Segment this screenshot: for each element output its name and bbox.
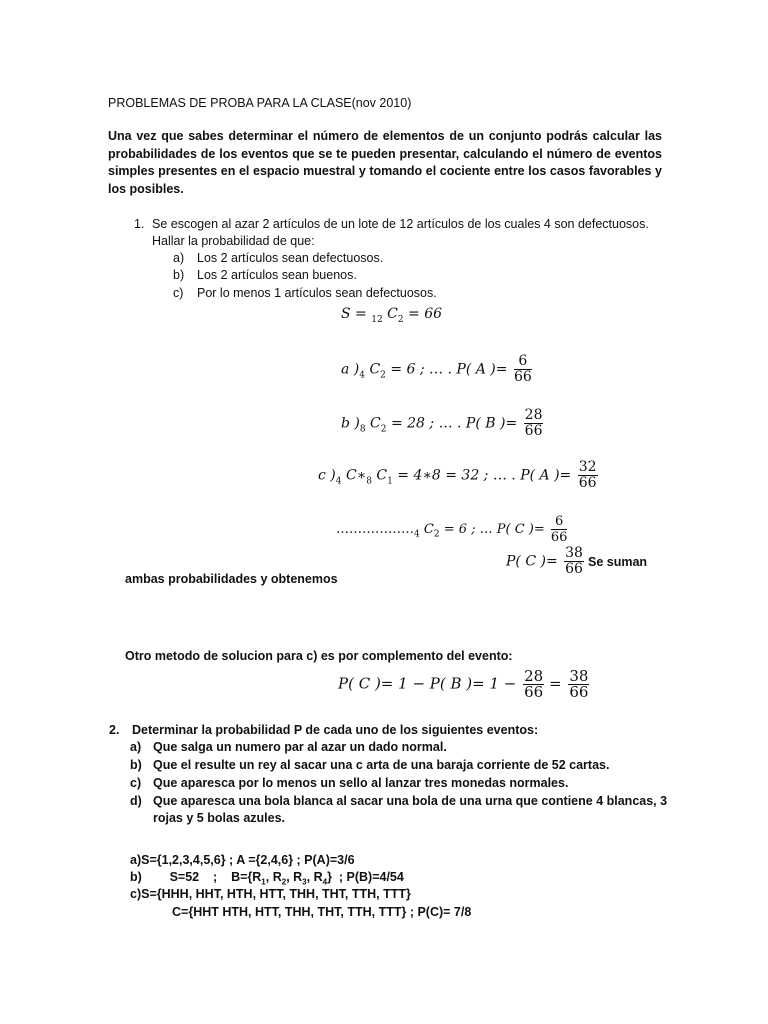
problem-1-statement-line2: Hallar la probabilidad de que: xyxy=(152,234,315,248)
equation-complement: P( C )= 1 − P( B )= 1 − $\frac{28}{66}$ = $\frac{38}{66}$ xyxy=(338,667,589,701)
problem-2-statement: Determinar la probabilidad P de cada uno de los siguientes eventos: xyxy=(132,723,539,737)
equation-sample-space: S = $_{12}$ $C_2 = 66$ xyxy=(341,306,443,325)
problem-2-item-d-text: Que aparesca una bola blanca al sacar una bola de una urna que contiene 4 blancas, 3 xyxy=(153,794,668,808)
problem-2-item-d-letter: d) xyxy=(130,794,142,808)
problem-1-number: 1. xyxy=(134,217,145,231)
problem-1-item-c-text: Por lo menos 1 artículos sean defectuosos. xyxy=(197,286,437,300)
problem-2-item-c-text: Que aparesca por lo menos un sello al lanzar tres monedas normales. xyxy=(153,776,569,790)
intro-paragraph: Una vez que sabes determinar el número de elementos de un conjunto podrás calcular las probabilidades de los eventos que se te pueden presentar, calculando el número de eventos simples presentes en el espacio muestral y tomando el cociente entre los casos favorables y los posibles. xyxy=(108,129,662,196)
problem-1-item-b-letter: b) xyxy=(173,268,185,282)
problem-1-item-a-text: Los 2 artículos sean defectuosos. xyxy=(197,251,384,265)
solution-c2: C={HHT HTH, HTT, THH, THT, TTH, TTT} ; P(C)= 7/8 xyxy=(172,905,472,919)
equation-b: b )$_8$ $C_2 = 28$ ; … . P( B )= $\frac{28}{66}$ xyxy=(341,407,543,439)
problem-2-item-d-continuation: rojas y 5 bolas azules. xyxy=(153,811,286,825)
problem-2-item-c-letter: c) xyxy=(130,776,142,790)
problem-1-item-a-letter: a) xyxy=(173,251,185,265)
equation-c: c )$_4$ $C∗_8$ $C_1$ = 4∗8 = 32 ; … . P( A )= $\frac{32}{66}$ xyxy=(318,459,597,491)
problem-1-item-b-text: Los 2 artículos sean buenos. xyxy=(197,268,357,282)
otro-metodo-text: Otro metodo de solucion para c) es por complemento del evento: xyxy=(125,649,513,663)
equation-d: $\dots\dots\dots\dots\dots\dots_4$ $C_2 = 6$ ; … P( C )= $\frac{6}{66}$ xyxy=(336,514,568,545)
problem-2-item-b-text: Que el resulte un rey al sacar una c arta de una baraja corriente de 52 cartas. xyxy=(153,758,610,772)
solution-a: a)S={1,2,3,4,5,6} ; A ={2,4,6} ; P(A)=3/6 xyxy=(130,853,355,867)
problem-2-item-a-letter: a) xyxy=(130,740,142,754)
se-suman-text: Se suman xyxy=(588,555,648,569)
equation-a: a )$_4$ $C_2 = 6$ ; … . P( A )= $\frac{6}{66}$ xyxy=(341,353,532,385)
page-title: PROBLEMAS DE PROBA PARA LA CLASE(nov 2010) xyxy=(108,96,412,110)
problem-2-item-a-text: Que salga un numero par al azar un dado normal. xyxy=(153,740,447,754)
problem-1-item-c-letter: c) xyxy=(173,286,184,300)
solution-c1: c)S={HHH, HHT, HTH, HTT, THH, THT, TTH, TTT} xyxy=(130,887,411,901)
equation-pc: P( C )= $\frac{38}{66}$ xyxy=(506,545,583,577)
solution-b: b) S=52 ; $B=\{R_1$, $R_2$, $R_3$, $R_4$} ; P(B)=4/54 xyxy=(130,870,404,887)
problem-1-statement-line1: Se escogen al azar 2 artículos de un lote de 12 artículos de los cuales 4 son defectuosos. xyxy=(152,217,649,231)
ambas-text: ambas probabilidades y obtenemos xyxy=(125,572,338,586)
problem-2-number: 2. xyxy=(109,723,120,737)
problem-2-item-b-letter: b) xyxy=(130,758,142,772)
